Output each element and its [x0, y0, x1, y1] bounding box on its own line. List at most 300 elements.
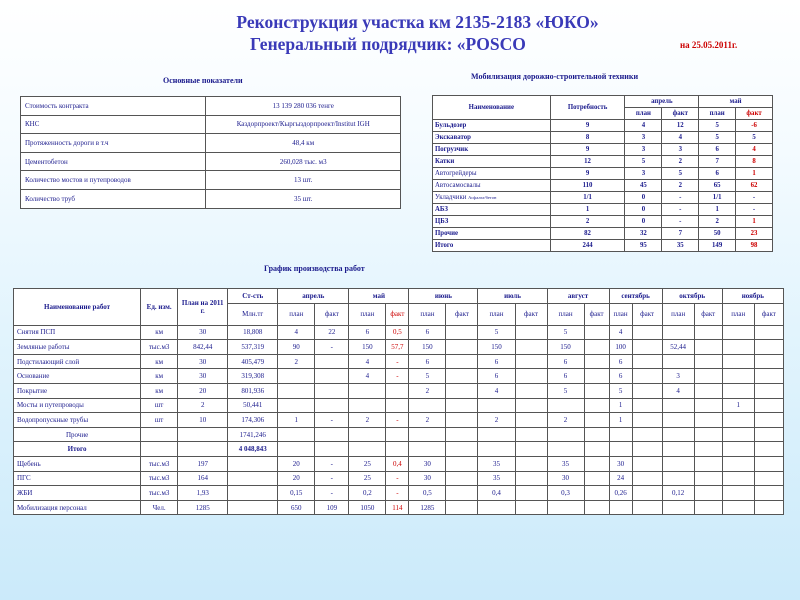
month-fact: - [315, 471, 349, 486]
month-plan: 24 [609, 471, 632, 486]
month-plan: 35 [478, 471, 515, 486]
work-unit [141, 442, 178, 457]
month-plan [409, 398, 446, 413]
month-fact [754, 486, 783, 501]
schedule-row [14, 456, 784, 471]
mobilization-apr-plan: 45 [625, 180, 662, 192]
month-plan [547, 398, 584, 413]
month-plan: 20 [278, 456, 315, 471]
mobilization-may-fact: 1 [736, 216, 773, 228]
work-cost: 174,306 [228, 413, 278, 428]
mobilization-may-plan: 5 [699, 120, 736, 132]
col-header-month: апрель [278, 289, 349, 304]
month-plan [278, 442, 315, 457]
work-plan-2011 [178, 442, 228, 457]
month-fact [694, 427, 722, 442]
work-plan-2011: 1285 [178, 500, 228, 515]
work-plan-2011: 197 [178, 456, 228, 471]
mobilization-need: 12 [550, 156, 625, 168]
col-header-may: май [699, 96, 773, 108]
work-plan-2011: 1,93 [178, 486, 228, 501]
work-unit: Чел. [141, 500, 178, 515]
work-cost: 319,308 [228, 369, 278, 384]
work-unit: км [141, 325, 178, 340]
indicator-row [21, 152, 401, 171]
equipment-name [433, 240, 551, 252]
month-plan [409, 427, 446, 442]
month-fact [515, 325, 547, 340]
month-plan: 1050 [349, 500, 386, 515]
indicator-value: 48,4 км [206, 134, 401, 153]
month-fact [584, 354, 609, 369]
col-header-fact: факт [515, 303, 547, 325]
mobilization-may-plan: 1/1 [699, 192, 736, 204]
col-header-month: май [349, 289, 409, 304]
month-fact [694, 383, 722, 398]
month-fact [694, 442, 722, 457]
month-plan: 0,3 [547, 486, 584, 501]
month-plan: 2 [547, 413, 584, 428]
month-plan [722, 456, 754, 471]
col-header-fact: факт [386, 303, 409, 325]
month-fact [515, 383, 547, 398]
work-name: ЖБИ [14, 486, 141, 501]
mobilization-row [433, 168, 773, 180]
equipment-name-text: ЦБЗ [435, 218, 449, 225]
col-header-month: июль [478, 289, 547, 304]
indicator-row [21, 189, 401, 208]
mobilization-apr-plan: 4 [625, 120, 662, 132]
month-plan [662, 442, 694, 457]
month-fact [386, 427, 409, 442]
indicator-value: Каздорпроект/Кыргыздорпроект/Institut IGH [206, 115, 401, 134]
month-plan: 30 [409, 456, 446, 471]
schedule-row [14, 500, 784, 515]
equipment-name [433, 132, 551, 144]
work-unit: км [141, 369, 178, 384]
work-cost: 50,441 [228, 398, 278, 413]
month-plan: 2 [278, 354, 315, 369]
work-cost [228, 486, 278, 501]
col-header-fact: факт [315, 303, 349, 325]
equipment-name-text: Катки [435, 158, 455, 165]
equipment-name-text: АБЗ [435, 206, 448, 213]
month-fact [515, 471, 547, 486]
mobilization-apr-plan: 0 [625, 204, 662, 216]
equipment-subtype: Асфальт/бетон [468, 195, 497, 200]
work-plan-2011: 2 [178, 398, 228, 413]
month-fact [446, 471, 478, 486]
month-plan [349, 427, 386, 442]
month-plan: 30 [609, 456, 632, 471]
month-plan: 20 [278, 471, 315, 486]
month-fact [446, 354, 478, 369]
month-plan: 0,5 [409, 486, 446, 501]
work-unit: км [141, 383, 178, 398]
month-fact [315, 427, 349, 442]
month-fact [754, 398, 783, 413]
month-fact [315, 442, 349, 457]
col-header-month: ноябрь [722, 289, 783, 304]
mobilization-apr-plan: 95 [625, 240, 662, 252]
month-fact [632, 398, 662, 413]
month-plan [662, 325, 694, 340]
month-plan: 1285 [409, 500, 446, 515]
work-cost: 18,808 [228, 325, 278, 340]
month-plan: 30 [547, 471, 584, 486]
main-indicators-table [20, 96, 401, 209]
month-fact [694, 398, 722, 413]
work-plan-2011: 30 [178, 325, 228, 340]
month-plan: 30 [409, 471, 446, 486]
indicator-row [21, 171, 401, 190]
month-plan: 25 [349, 456, 386, 471]
month-fact: - [386, 369, 409, 384]
indicator-row [21, 115, 401, 134]
month-fact [315, 398, 349, 413]
month-plan [278, 369, 315, 384]
mobilization-may-fact: 8 [736, 156, 773, 168]
month-fact [694, 471, 722, 486]
mobilization-need: 1 [550, 204, 625, 216]
mobilization-apr-plan: 0 [625, 192, 662, 204]
mobilization-apr-plan: 3 [625, 144, 662, 156]
month-plan [478, 500, 515, 515]
work-plan-2011: 30 [178, 369, 228, 384]
month-fact: 109 [315, 500, 349, 515]
indicator-label: Стоимость контракта [21, 97, 206, 116]
month-plan: 1 [278, 413, 315, 428]
month-plan: 150 [409, 340, 446, 355]
month-plan: 2 [478, 413, 515, 428]
month-plan [722, 325, 754, 340]
month-fact [584, 442, 609, 457]
month-fact [584, 456, 609, 471]
month-fact: - [386, 471, 409, 486]
schedule-row [14, 340, 784, 355]
month-fact [584, 427, 609, 442]
main-indicators-heading: Основные показатели [163, 76, 243, 85]
equipment-name [433, 180, 551, 192]
equipment-name [433, 144, 551, 156]
month-fact [446, 325, 478, 340]
month-fact [754, 456, 783, 471]
work-name: Основание [14, 369, 141, 384]
month-plan [722, 500, 754, 515]
work-name: Щебень [14, 456, 141, 471]
month-fact [386, 398, 409, 413]
work-name: Покрытие [14, 383, 141, 398]
month-fact [754, 427, 783, 442]
month-fact [632, 413, 662, 428]
work-name: ПГС [14, 471, 141, 486]
month-plan [662, 471, 694, 486]
mobilization-apr-fact: 3 [662, 144, 699, 156]
work-plan-2011: 30 [178, 354, 228, 369]
mobilization-need: 244 [550, 240, 625, 252]
mobilization-apr-plan: 32 [625, 228, 662, 240]
month-fact [694, 413, 722, 428]
mobilization-may-fact: 1 [736, 168, 773, 180]
month-plan: 4 [478, 383, 515, 398]
schedule-row [14, 369, 784, 384]
mobilization-apr-fact: 2 [662, 156, 699, 168]
month-fact [515, 369, 547, 384]
month-fact: - [386, 413, 409, 428]
col-header-fact: факт [754, 303, 783, 325]
month-plan: 5 [609, 383, 632, 398]
month-plan: 5 [409, 369, 446, 384]
indicator-value: 35 шт. [206, 189, 401, 208]
mobilization-heading: Мобилизация дорожно-строительной техники [471, 72, 639, 81]
work-name: Итого [14, 442, 141, 457]
month-plan [547, 500, 584, 515]
month-plan: 6 [609, 354, 632, 369]
month-fact [632, 369, 662, 384]
month-plan [662, 413, 694, 428]
month-plan: 150 [349, 340, 386, 355]
month-fact [446, 456, 478, 471]
month-plan [547, 427, 584, 442]
month-plan [547, 442, 584, 457]
equipment-name [433, 192, 551, 204]
work-cost: 405,479 [228, 354, 278, 369]
mobilization-row [433, 192, 773, 204]
month-fact [632, 354, 662, 369]
col-header-plan: план [349, 303, 386, 325]
month-plan: 2 [409, 413, 446, 428]
month-plan [722, 486, 754, 501]
month-plan [478, 427, 515, 442]
equipment-name [433, 216, 551, 228]
month-fact [584, 398, 609, 413]
equipment-name-text: Прочие [435, 230, 459, 237]
equipment-name-text: Экскаватор [435, 134, 471, 141]
mobilization-may-plan: 6 [699, 168, 736, 180]
month-plan: 90 [278, 340, 315, 355]
work-plan-2011: 10 [178, 413, 228, 428]
month-plan [722, 427, 754, 442]
mobilization-apr-fact: 12 [662, 120, 699, 132]
schedule-row [14, 413, 784, 428]
schedule-row [14, 398, 784, 413]
month-fact [446, 442, 478, 457]
indicator-label: КНС [21, 115, 206, 134]
month-fact: - [315, 340, 349, 355]
col-header-plan: план [699, 108, 736, 120]
work-name: Водопропускные трубы [14, 413, 141, 428]
month-fact [446, 500, 478, 515]
month-fact [694, 500, 722, 515]
mobilization-apr-fact: - [662, 216, 699, 228]
month-plan: 35 [547, 456, 584, 471]
month-fact [754, 500, 783, 515]
month-plan: 4 [349, 354, 386, 369]
month-fact [515, 398, 547, 413]
month-fact [754, 354, 783, 369]
indicator-label: Количество труб [21, 189, 206, 208]
mobilization-need: 82 [550, 228, 625, 240]
indicator-value: 13 шт. [206, 171, 401, 190]
indicator-label: Протяженность дороги в т.ч [21, 134, 206, 153]
col-header-plan: план [409, 303, 446, 325]
col-header-month: июнь [409, 289, 478, 304]
month-fact [632, 442, 662, 457]
work-unit-text: тыс.м3 [148, 459, 170, 468]
mobilization-may-plan: 65 [699, 180, 736, 192]
month-plan: 1 [722, 398, 754, 413]
col-header-fact: факт [632, 303, 662, 325]
col-header-month: август [547, 289, 609, 304]
mobilization-need: 8 [550, 132, 625, 144]
month-fact [446, 486, 478, 501]
mobilization-row [433, 180, 773, 192]
mobilization-may-plan: 149 [699, 240, 736, 252]
month-fact [515, 442, 547, 457]
mobilization-table [432, 95, 773, 252]
month-plan: 0,15 [278, 486, 315, 501]
mobilization-apr-plan: 5 [625, 156, 662, 168]
work-unit-text: тыс.м3 [148, 342, 170, 351]
col-header-fact: факт [584, 303, 609, 325]
month-fact: - [315, 413, 349, 428]
equipment-name-text: Погрузчик [435, 146, 469, 153]
work-cost [228, 500, 278, 515]
month-fact [632, 427, 662, 442]
schedule-row [14, 427, 784, 442]
col-header-plan: план [609, 303, 632, 325]
month-fact [694, 369, 722, 384]
month-fact [584, 471, 609, 486]
mobilization-may-plan: 50 [699, 228, 736, 240]
work-unit: шт [141, 413, 178, 428]
month-plan [609, 442, 632, 457]
month-fact: 0,4 [386, 456, 409, 471]
page-title: Реконструкция участка км 2135-2183 «ЮКО» [236, 12, 599, 32]
month-plan: 35 [478, 456, 515, 471]
month-fact: - [315, 456, 349, 471]
month-plan: 4 [278, 325, 315, 340]
work-name: Мобилизация персонал [14, 500, 141, 515]
mobilization-may-plan: 2 [699, 216, 736, 228]
month-fact: 22 [315, 325, 349, 340]
month-fact [446, 413, 478, 428]
col-header-plan: план [278, 303, 315, 325]
work-unit [141, 456, 178, 471]
col-header-fact: факт [694, 303, 722, 325]
mobilization-may-fact: -6 [736, 120, 773, 132]
month-fact [632, 486, 662, 501]
mobilization-row [433, 204, 773, 216]
schedule-row [14, 471, 784, 486]
col-header-month: сентябрь [609, 289, 662, 304]
month-plan [722, 369, 754, 384]
month-fact [386, 383, 409, 398]
month-fact [446, 369, 478, 384]
col-header-plan-2011: План на 2011 г. [178, 289, 228, 326]
work-cost: 1741,246 [228, 427, 278, 442]
month-fact: 114 [386, 500, 409, 515]
col-header-month: октябрь [662, 289, 722, 304]
month-plan [722, 413, 754, 428]
indicator-row [21, 134, 401, 153]
month-plan [609, 500, 632, 515]
month-plan: 6 [409, 325, 446, 340]
mobilization-row [433, 228, 773, 240]
month-plan: 650 [278, 500, 315, 515]
month-plan: 6 [609, 369, 632, 384]
equipment-name [433, 168, 551, 180]
schedule-row [14, 354, 784, 369]
month-plan: 0,2 [349, 486, 386, 501]
month-fact [584, 413, 609, 428]
mobilization-need: 9 [550, 168, 625, 180]
month-fact [446, 340, 478, 355]
month-plan: 3 [662, 369, 694, 384]
mobilization-apr-fact: 5 [662, 168, 699, 180]
mobilization-row [433, 144, 773, 156]
col-header-plan: план [547, 303, 584, 325]
month-fact [584, 340, 609, 355]
schedule-heading: График производства работ [264, 264, 365, 273]
col-header-name: Наименование [433, 96, 551, 120]
equipment-name-text: Автогрейдеры [435, 170, 477, 177]
month-plan: 6 [409, 354, 446, 369]
month-plan [278, 383, 315, 398]
indicator-label: Цементобетон [21, 152, 206, 171]
month-plan [349, 383, 386, 398]
month-plan: 6 [478, 369, 515, 384]
month-fact [632, 340, 662, 355]
mobilization-may-fact: 62 [736, 180, 773, 192]
schedule-row [14, 442, 784, 457]
mobilization-may-plan: 7 [699, 156, 736, 168]
month-plan [278, 427, 315, 442]
mobilization-need: 110 [550, 180, 625, 192]
month-plan: 6 [547, 369, 584, 384]
col-header-plan: план [625, 108, 662, 120]
month-fact [632, 325, 662, 340]
mobilization-row [433, 216, 773, 228]
work-unit: км [141, 354, 178, 369]
month-fact [694, 325, 722, 340]
contractor-title: Генеральный подрядчик: «POSCO [250, 34, 526, 54]
col-header-need: Потребность [550, 96, 625, 120]
mobilization-may-fact: 5 [736, 132, 773, 144]
col-header-cost: Ст-сть [228, 289, 278, 304]
work-unit-text: тыс.м3 [148, 474, 170, 483]
month-fact [632, 500, 662, 515]
month-fact [754, 340, 783, 355]
mobilization-row [433, 156, 773, 168]
col-header-fact: факт [662, 108, 699, 120]
mobilization-may-fact: - [736, 204, 773, 216]
mobilization-need: 9 [550, 120, 625, 132]
month-plan [662, 500, 694, 515]
work-cost: 801,936 [228, 383, 278, 398]
schedule-row [14, 486, 784, 501]
month-fact [584, 500, 609, 515]
col-header-april: апрель [625, 96, 699, 108]
month-fact [515, 354, 547, 369]
work-plan-2011: 842,44 [178, 340, 228, 355]
month-plan [662, 427, 694, 442]
month-fact [754, 325, 783, 340]
col-header-plan: план [478, 303, 515, 325]
mobilization-need: 1/1 [550, 192, 625, 204]
month-fact [515, 427, 547, 442]
work-unit [141, 471, 178, 486]
